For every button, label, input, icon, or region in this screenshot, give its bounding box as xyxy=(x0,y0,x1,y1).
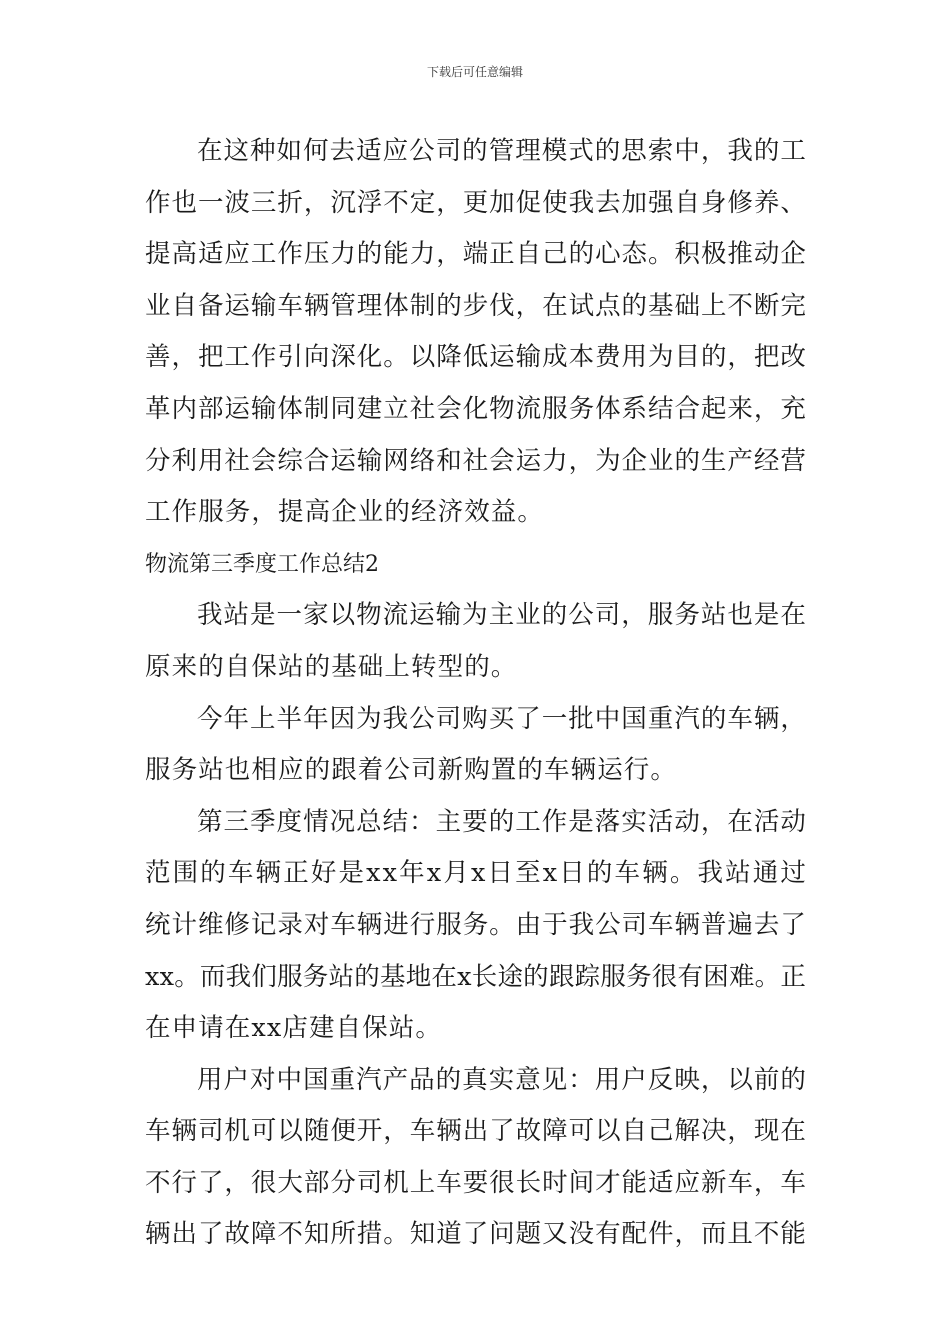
text-line: 统计维修记录对车辆进行服务。由于我公司车辆普遍去了 xyxy=(145,909,807,940)
text-line: 提高适应工作压力的能力，端正自己的心态。积极推动企 xyxy=(145,239,807,270)
text-line: xx。而我们服务站的基地在x长途的跟踪服务很有困难。正 xyxy=(145,961,807,992)
text-line: 范围的车辆正好是xx年x月x日至x日的车辆。我站通过 xyxy=(145,858,809,889)
text-line: 第三季度情况总结：主要的工作是落实活动，在活动 xyxy=(197,806,807,837)
text-line: 用户对中国重汽产品的真实意见：用户反映，以前的 xyxy=(197,1064,807,1095)
text-line: 不行了，很大部分司机上车要很长时间才能适应新车，车 xyxy=(145,1167,807,1198)
text-line: 革内部运输体制同建立社会化物流服务体系结合起来，充 xyxy=(145,393,807,424)
text-line: 在申请在xx店建自保站。 xyxy=(145,1013,442,1044)
text-line: 工作服务，提高企业的经济效益。 xyxy=(145,497,545,528)
text-line: 分利用社会综合运输网络和社会运力，为企业的生产经营 xyxy=(145,445,807,476)
text-line: 我站是一家以物流运输为主业的公司，服务站也是在 xyxy=(197,600,807,631)
document-body xyxy=(145,126,807,1261)
text-line: 服务站也相应的跟着公司新购置的车辆运行。 xyxy=(145,755,678,786)
text-line: 作也一波三折，沉浮不定，更加促使我去加强自身修养、 xyxy=(145,187,807,218)
text-line: 今年上半年因为我公司购买了一批中国重汽的车辆， xyxy=(197,703,807,734)
text-line: 车辆司机可以随便开，车辆出了故障可以自己解决，现在 xyxy=(145,1116,807,1147)
text-line: 善，把工作引向深化。以降低运输成本费用为目的，把改 xyxy=(145,342,807,373)
page-header: 下载后可任意编辑 xyxy=(426,65,523,79)
text-line: 辆出了故障不知所措。知道了问题又没有配件，而且不能 xyxy=(145,1219,807,1250)
text-line: 在这种如何去适应公司的管理模式的思索中，我的工 xyxy=(197,136,807,166)
text-line: 原来的自保站的基础上转型的。 xyxy=(145,651,518,682)
text-line: 业自备运输车辆管理体制的步伐，在试点的基础上不断完 xyxy=(145,290,807,321)
section-heading: 物流第三季度工作总结2 xyxy=(145,551,379,577)
